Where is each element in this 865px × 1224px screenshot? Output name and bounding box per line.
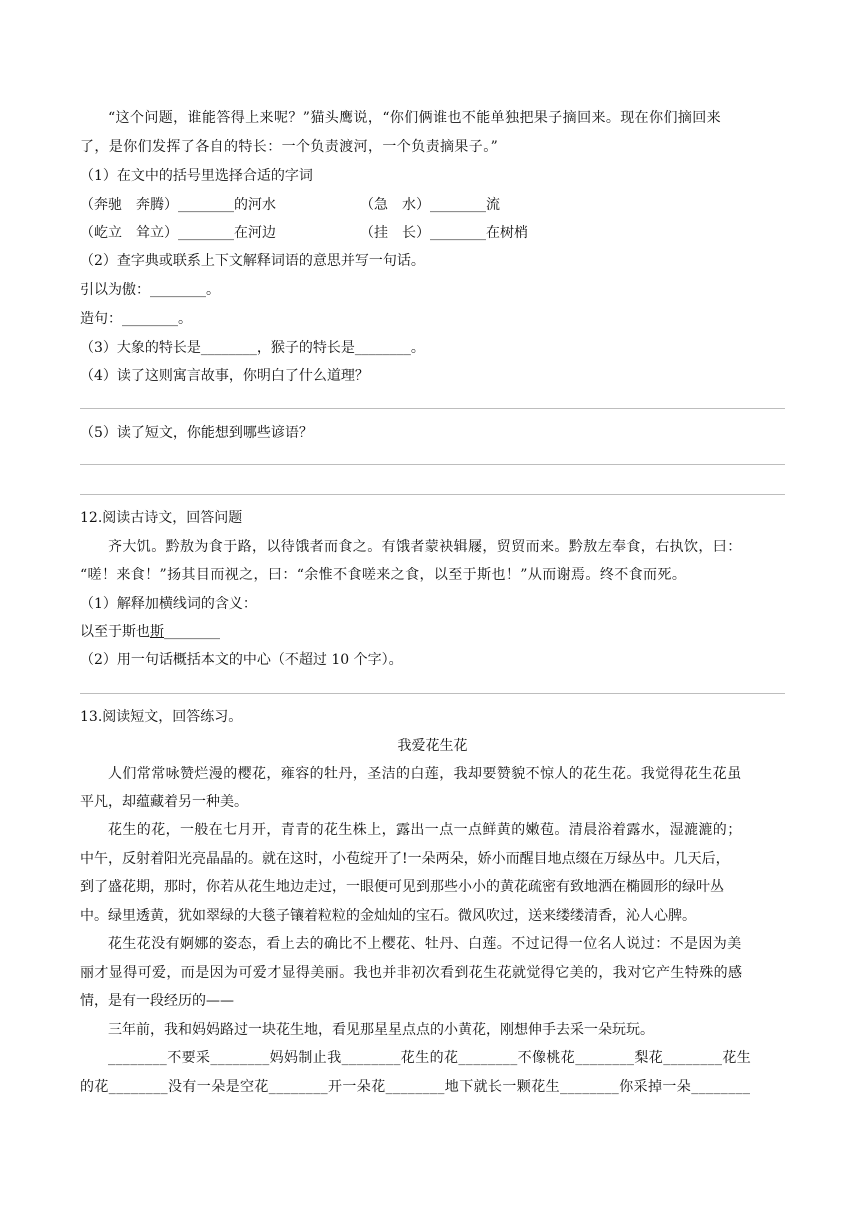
article-title: 我爱花生花 — [397, 738, 468, 754]
article-line: 情，是有一段经历的—— — [80, 993, 234, 1009]
article-line: 三年前，我和妈妈路过一块花生地，看见那星星点点的小黄花，刚想伸手去采一朵玩玩。 — [108, 1022, 654, 1038]
passage-line: “这个问题，谁能答得上来呢？”猫头鹰说，“你们俩谁也不能单独把果子摘回来。现在你们摘回来 — [108, 110, 722, 126]
classical-text-line: 齐大饥。黔敖为食于路，以待饿者而食之。有饿者蒙袂辑屦，贸贸而来。黔敖左奉食，右执饮，曰： — [108, 539, 742, 555]
question-12-title: 12.阅读古诗文，回答问题 — [80, 510, 243, 526]
passage-line: 了，是你们发挥了各自的特长：一个负责渡河，一个负责摘果子。” — [80, 139, 499, 155]
word-choice-left: （奔驰 奔腾）________的河水 — [80, 197, 276, 213]
question-11-sub5: （5）读了短文，你能想到哪些谚语？ — [80, 425, 313, 441]
phrase-blank[interactable]: ________ — [164, 624, 220, 640]
underlined-word: 斯 — [150, 624, 164, 640]
article-line: 花生的花，一般在七月开，青青的花生株上，露出一点一点鲜黄的嫩苞。清晨浴着露水，湿漉漉的； — [108, 822, 742, 838]
fill-blank-line[interactable]: 的花________没有一朵是空花________开一朵花________地下就长一颗花生________你采掉一朵________ — [80, 1079, 751, 1095]
answer-line[interactable] — [80, 408, 785, 409]
answer-line[interactable] — [80, 494, 785, 495]
question-11-sub3: （3）大象的特长是________，猴子的特长是________。 — [80, 340, 425, 356]
answer-line[interactable] — [80, 693, 785, 694]
sentence-line: 造句：________。 — [80, 311, 192, 327]
article-line: 中。绿里透黄，犹如翠绿的大毯子镶着粒粒的金灿灿的宝石。微风吹过，送来缕缕清香，沁人心脾。 — [80, 908, 696, 924]
question-12-sub1: （1）解释加横线词的含义： — [80, 596, 257, 612]
article-line: 花生花没有婀娜的姿态，看上去的确比不上樱花、牡丹、白莲。不过记得一位名人说过：不是因为美 — [108, 936, 742, 952]
question-12-sub2: （2）用一句话概括本文的中心（不超过 10 个字）。 — [80, 652, 403, 668]
question-11-sub4: （4）读了这则寓言故事，你明白了什么道理？ — [80, 368, 369, 384]
word-choice-row — [80, 223, 785, 243]
article-line: 中午，反射着阳光亮晶晶的。就在这时，小苞绽开了!一朵两朵，娇小而醒目地点缀在万绿丛中。几天后， — [80, 851, 730, 867]
question-13-title: 13.阅读短文，回答练习。 — [80, 709, 243, 725]
word-choice-row — [80, 195, 785, 215]
word-choice-right: （挂 长）________在树梢 — [360, 225, 528, 241]
question-11-sub2: （2）查字典或联系上下文解释词语的意思并写一句话。 — [80, 253, 425, 269]
document-page — [80, 0, 785, 1224]
article-line: 人们常常咏赞烂漫的樱花，雍容的牡丹，圣洁的白莲，我却要赞貌不惊人的花生花。我觉得花生花虽 — [108, 766, 742, 782]
word-choice-right: （急 水）________流 — [360, 197, 500, 213]
phrase-line — [80, 622, 220, 642]
fill-blank-line[interactable]: ________不要采________妈妈制止我________花生的花________不像桃花________梨花________花生 — [108, 1050, 752, 1066]
question-11-sub1: （1）在文中的括号里选择合适的字词 — [80, 168, 313, 184]
article-line: 丽才显得可爱，而是因为可爱才显得美丽。我也并非初次看到花生花就觉得它美的，我对它产生特殊的感 — [80, 965, 743, 981]
explain-line: 引以为傲：________。 — [80, 282, 220, 298]
phrase-prefix: 以至于斯也 — [80, 624, 150, 640]
answer-line[interactable] — [80, 464, 785, 465]
article-line: 到了盛花期，那时，你若从花生地边走过，一眼便可见到那些小小的黄花疏密有致地洒在椭圆形的绿叶丛 — [80, 879, 724, 895]
article-line: 平凡，却蕴藏着另一种美。 — [80, 794, 248, 810]
classical-text-line: “嗟！来食！”扬其目而视之，曰：“余惟不食嗟来之食，以至于斯也！”从而谢焉。终不食而死。 — [80, 567, 687, 583]
word-choice-left: （屹立 耸立）________在河边 — [80, 225, 276, 241]
